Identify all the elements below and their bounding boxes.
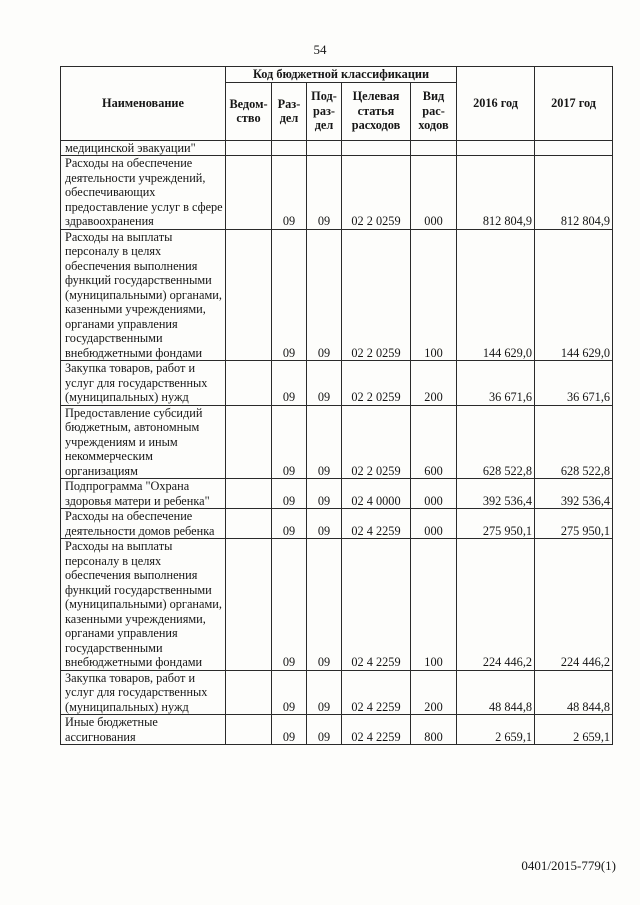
table-row (61, 509, 613, 539)
row-vedomstvo (226, 509, 272, 539)
row-2016: 48 844,8 (457, 670, 535, 715)
row-name: Расходы на обеспечение деятельности домов ребенка (61, 509, 226, 539)
header-celevaya: Целевая статья расходов (342, 82, 411, 140)
row-celevaya: 02 2 0259 (342, 229, 411, 361)
table-row (61, 229, 613, 361)
row-2016: 2 659,1 (457, 715, 535, 745)
header-2017: 2017 год (535, 67, 613, 141)
row-podrazdel: 09 (307, 715, 342, 745)
row-celevaya: 02 4 2259 (342, 670, 411, 715)
row-2016: 36 671,6 (457, 361, 535, 406)
table-row (61, 539, 613, 671)
row-2016: 224 446,2 (457, 539, 535, 671)
row-vedomstvo (226, 229, 272, 361)
row-vid: 000 (411, 156, 457, 230)
row-celevaya: 02 4 2259 (342, 539, 411, 671)
row-razdel (272, 140, 307, 156)
row-2017: 275 950,1 (535, 509, 613, 539)
row-podrazdel: 09 (307, 509, 342, 539)
row-name: Предоставление субсидий бюджетным, автономным учреждениям и иным некоммерческим организациям (61, 405, 226, 479)
row-name: Расходы на обеспечение деятельности учреждений, обеспечивающих предоставление услуг в сфере здравоохранения (61, 156, 226, 230)
row-razdel: 09 (272, 715, 307, 745)
row-name: Закупка товаров, работ и услуг для государственных (муниципальных) нужд (61, 361, 226, 406)
row-vedomstvo (226, 156, 272, 230)
row-2017: 48 844,8 (535, 670, 613, 715)
row-vedomstvo (226, 670, 272, 715)
row-name: Расходы на выплаты персоналу в целях обеспечения выполнения функций государственными (муниципальными) органами, казенными учреждениями, органами управления государственными внебюджетными фондами (61, 229, 226, 361)
header-2016: 2016 год (457, 67, 535, 141)
row-2017: 224 446,2 (535, 539, 613, 671)
row-vedomstvo (226, 140, 272, 156)
row-vid: 200 (411, 361, 457, 406)
header-vid: Вид рас-ходов (411, 82, 457, 140)
row-razdel: 09 (272, 479, 307, 509)
header-code-group: Код бюджетной классификации (226, 67, 457, 83)
header-vedomstvo: Ведом-ство (226, 82, 272, 140)
row-podrazdel (307, 140, 342, 156)
row-vid: 000 (411, 479, 457, 509)
row-podrazdel: 09 (307, 405, 342, 479)
row-2016: 275 950,1 (457, 509, 535, 539)
row-podrazdel: 09 (307, 156, 342, 230)
row-vid: 600 (411, 405, 457, 479)
header-razdel: Раз-дел (272, 82, 307, 140)
row-podrazdel: 09 (307, 670, 342, 715)
row-name: Закупка товаров, работ и услуг для государственных (муниципальных) нужд (61, 670, 226, 715)
table-row (61, 156, 613, 230)
row-celevaya: 02 2 0259 (342, 405, 411, 479)
row-vid (411, 140, 457, 156)
row-celevaya: 02 4 2259 (342, 509, 411, 539)
table-row (61, 405, 613, 479)
row-2016: 628 522,8 (457, 405, 535, 479)
row-2017: 812 804,9 (535, 156, 613, 230)
table-row (61, 479, 613, 509)
row-name: Иные бюджетные ассигнования (61, 715, 226, 745)
page-number: 54 (313, 42, 327, 57)
row-celevaya (342, 140, 411, 156)
table-row (61, 670, 613, 715)
row-podrazdel: 09 (307, 539, 342, 671)
table-row (61, 361, 613, 406)
row-razdel: 09 (272, 509, 307, 539)
row-name: Расходы на выплаты персоналу в целях обеспечения выполнения функций государственными (муниципальными) органами, казенными учреждениями, органами управления государственными внебюджетными фондами (61, 539, 226, 671)
row-celevaya: 02 2 0259 (342, 361, 411, 406)
table-row (61, 715, 613, 745)
row-podrazdel: 09 (307, 361, 342, 406)
row-vid: 000 (411, 509, 457, 539)
document-code: 0401/2015-779(1) (521, 858, 616, 873)
row-podrazdel: 09 (307, 479, 342, 509)
header-podrazdel: Под-раз-дел (307, 82, 342, 140)
row-vedomstvo (226, 479, 272, 509)
row-2017 (535, 140, 613, 156)
row-razdel: 09 (272, 405, 307, 479)
row-2016: 812 804,9 (457, 156, 535, 230)
row-name: медицинской эвакуации" (61, 140, 226, 156)
row-2017: 628 522,8 (535, 405, 613, 479)
row-vid: 100 (411, 539, 457, 671)
row-celevaya: 02 4 2259 (342, 715, 411, 745)
budget-table (60, 66, 613, 745)
row-razdel: 09 (272, 229, 307, 361)
row-vedomstvo (226, 361, 272, 406)
row-vid: 200 (411, 670, 457, 715)
row-2016: 144 629,0 (457, 229, 535, 361)
row-razdel: 09 (272, 156, 307, 230)
row-2017: 2 659,1 (535, 715, 613, 745)
row-celevaya: 02 2 0259 (342, 156, 411, 230)
table-row (61, 140, 613, 156)
row-razdel: 09 (272, 539, 307, 671)
row-2017: 36 671,6 (535, 361, 613, 406)
row-name: Подпрограмма "Охрана здоровья матери и ребенка" (61, 479, 226, 509)
row-podrazdel: 09 (307, 229, 342, 361)
header-name: Наименование (61, 67, 226, 141)
row-2017: 144 629,0 (535, 229, 613, 361)
row-razdel: 09 (272, 361, 307, 406)
row-celevaya: 02 4 0000 (342, 479, 411, 509)
row-2016: 392 536,4 (457, 479, 535, 509)
row-vid: 800 (411, 715, 457, 745)
row-vedomstvo (226, 539, 272, 671)
row-2017: 392 536,4 (535, 479, 613, 509)
row-2016 (457, 140, 535, 156)
row-vid: 100 (411, 229, 457, 361)
row-vedomstvo (226, 715, 272, 745)
row-vedomstvo (226, 405, 272, 479)
row-razdel: 09 (272, 670, 307, 715)
